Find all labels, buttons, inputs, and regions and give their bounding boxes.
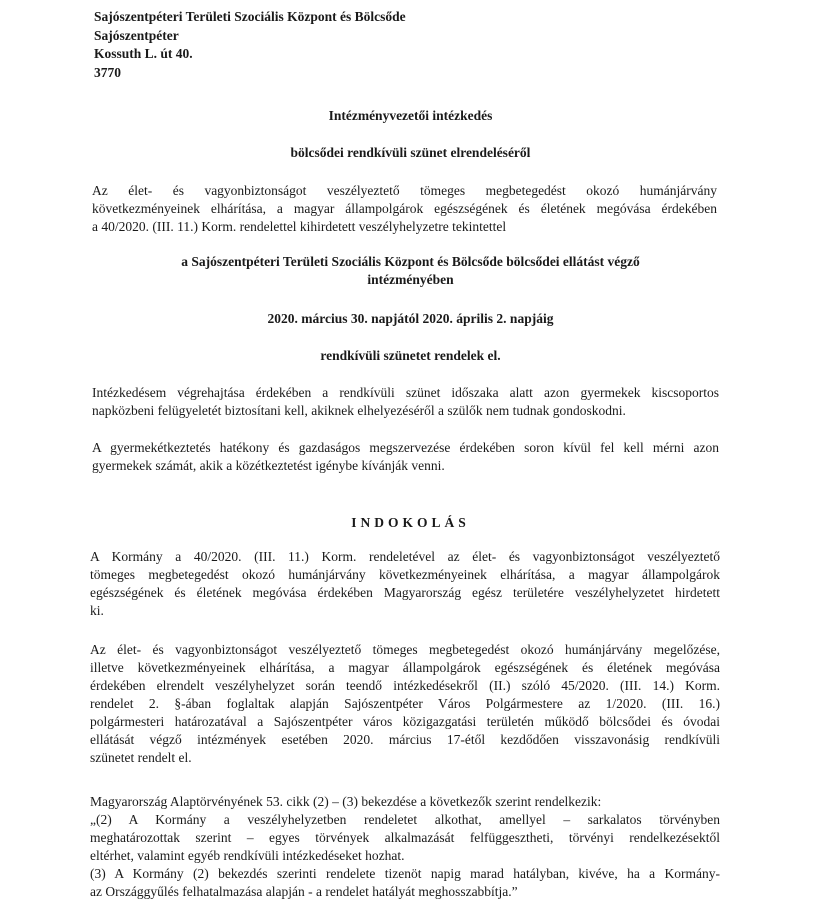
text-line: ellátását végző intézmények esetében 2020. március 17-étől kezdődően visszavonásig rendkívüli — [90, 732, 720, 747]
text-line: Magyarország Alaptörvényének 53. cikk (2) – (3) bekezdése a következők szerint rendelkezik: — [90, 794, 602, 809]
text-line: (3) A Kormány (2) bekezdés szerinti rendelete tizenöt napig marad hatályban, kivéve, ha a Kormány- — [90, 866, 720, 881]
text-line: egészségének és életének megóvása érdekében Magyarország egész területére veszélyhelyzetet hirdetett — [90, 585, 720, 600]
paragraph-constitution — [90, 793, 720, 901]
period-line: 2020. március 30. napjától 2020. április 2. napjáig — [267, 311, 554, 326]
document-title: Intézményvezetői intézkedés — [328, 108, 493, 123]
text-line: tömeges megbetegedést okozó humánjárvány következményeinek elhárítása, a magyar állampolgárok — [90, 567, 720, 582]
paragraph-catering — [92, 439, 719, 475]
sender-name: Sajószentpéteri Területi Szociális Központ és Bölcsőde — [94, 9, 406, 24]
text-line: rendelet 2. §-ában foglaltak alapján Sajószentpéter Város Polgármestere az 1/2020. (III. 16.) — [90, 696, 720, 711]
text-line: a 40/2020. (III. 11.) Korm. rendelettel kihirdetett veszélyhelyzetre tekintettel — [92, 219, 507, 234]
institution-line: intézményében — [367, 272, 454, 287]
text-line: következményeinek elhárítása, a magyar állampolgárok egészségének és életének megóvása érdekében — [92, 201, 717, 216]
paragraph-mayor-decision — [90, 641, 720, 767]
text-line: szünetet rendelt el. — [90, 750, 192, 765]
text-line: az Országgyűlés felhatalmazása alapján - a rendelet hatályát meghosszabbítja.” — [90, 884, 518, 899]
preamble-paragraph — [92, 182, 717, 236]
text-line: Az élet- és vagyonbiztonságot veszélyeztető tömeges megbetegedést okozó humánjárvány megelőzése, — [90, 642, 720, 657]
decision-line: rendkívüli szünetet rendelek el. — [320, 348, 501, 363]
text-line: érdekében elrendelt veszélyhelyzet során teendő intézkedésekről (II.) szóló 45/2020. (III. 14.) Korm. — [90, 678, 720, 693]
paragraph-supervision — [92, 384, 719, 420]
text-line: gyermekek számát, akik a közétkeztetést igénybe kívánják venni. — [92, 458, 445, 473]
text-line: eltérhet, valamint egyéb rendkívüli intézkedéseket hozhat. — [90, 848, 405, 863]
text-line: polgármesteri határozatával a Sajószentpéter város közigazgatási területén működő bölcsődei és óvodai — [90, 714, 720, 729]
text-line: Intézkedésem végrehajtása érdekében a rendkívüli szünet időszaka alatt azon gyermekek kiscsoportos — [92, 385, 719, 400]
sender-city: Sajószentpéter — [94, 27, 179, 43]
text-line: illetve következményeinek elhárítása, a magyar állampolgárok egészségének és életének megóvása — [90, 660, 720, 675]
text-line: Az élet- és vagyonbiztonságot veszélyeztető tömeges megbetegedést okozó humánjárvány — [92, 183, 717, 198]
text-line: „(2) A Kormány a veszélyhelyzetben rendeletet alkothat, amellyel – sarkalatos törvényben — [90, 812, 720, 827]
sender-address-block — [94, 8, 406, 82]
sender-postcode: 3770 — [94, 64, 121, 80]
institution-line: a Sajószentpéteri Területi Szociális Központ és Bölcsőde bölcsődei ellátást végző — [181, 254, 640, 269]
text-line: napközbeni felügyeletét biztosítani kell, akiknek elhelyezéséről a szülők nem tudnak gondoskodni. — [92, 403, 626, 418]
text-line: meghatározottak szerint – egyes törvények alkalmazását felfüggesztheti, törvényi rendelkezésektől — [90, 830, 720, 845]
reasoning-heading: INDOKOLÁS — [351, 515, 470, 530]
text-line: A Kormány a 40/2020. (III. 11.) Korm. rendeletével az élet- és vagyonbiztonságot veszélyeztető — [90, 549, 720, 564]
text-line: ki. — [90, 603, 104, 618]
sender-street: Kossuth L. út 40. — [94, 46, 193, 61]
document-subtitle: bölcsődei rendkívüli szünet elrendeléséről — [290, 145, 531, 160]
paragraph-government-decree — [90, 548, 720, 620]
text-line: A gyermekétkeztetés hatékony és gazdaságos megszervezése érdekében soron kívül fel kell mérni azon — [92, 440, 719, 455]
